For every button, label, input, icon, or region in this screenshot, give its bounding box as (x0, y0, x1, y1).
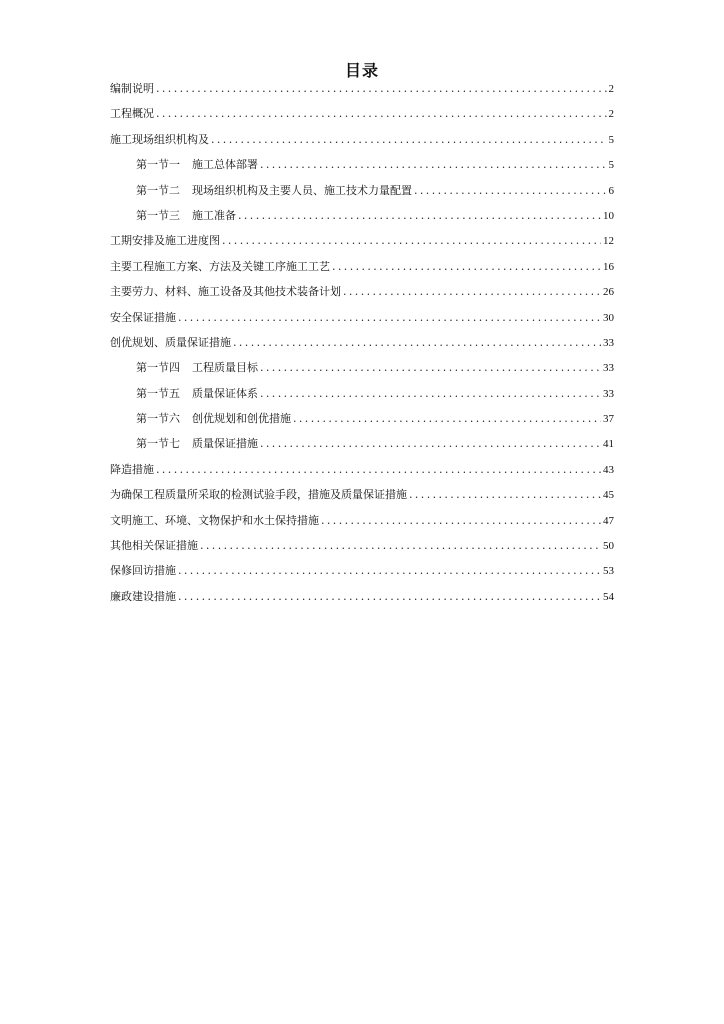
toc-dot-leader (200, 536, 601, 556)
toc-entry-text: 现场组织机构及主要人员、施工技术力量配置 (192, 183, 412, 197)
toc-entry[interactable] (110, 79, 614, 104)
toc-entry-text: 保修回访措施 (110, 564, 176, 578)
toc-page-number: 47 (603, 514, 614, 527)
toc-entry-label (136, 181, 412, 201)
toc-entry[interactable] (110, 130, 614, 155)
toc-entry-label (136, 409, 291, 429)
toc-subentry[interactable] (110, 409, 614, 434)
toc-entry-text: 其他相关保证措施 (110, 539, 198, 553)
toc-entry[interactable] (110, 485, 614, 510)
toc-section-number: 第一节五 (136, 386, 180, 400)
toc-entry-text: 施工总体部署 (192, 158, 258, 172)
toc-dot-leader (293, 409, 601, 429)
toc-entry-text: 质量保证体系 (192, 386, 258, 400)
toc-entry-text: 施工准备 (192, 208, 236, 222)
toc-entry-text: 文明施工、环境、文物保护和水土保持措施 (110, 513, 319, 527)
toc-entry-text: 质量保证措施 (192, 437, 258, 451)
toc-entry-label (110, 104, 154, 124)
toc-entry-label (110, 536, 198, 556)
toc-page-number: 6 (608, 184, 614, 197)
toc-dot-leader (414, 181, 607, 201)
toc-section-number: 第一节四 (136, 361, 180, 375)
toc-entry-label (136, 358, 258, 378)
toc-entry-label (110, 333, 231, 353)
toc-entry-label (136, 155, 258, 175)
toc-entry-text: 工程质量目标 (192, 361, 258, 375)
toc-section-number: 第一节六 (136, 412, 180, 426)
toc-dot-leader (409, 485, 601, 505)
toc-entry-label (110, 561, 176, 581)
toc-dot-leader (332, 257, 601, 277)
toc-entry[interactable] (110, 460, 614, 485)
toc-page-number: 12 (603, 235, 614, 248)
toc-entry-label (110, 485, 407, 505)
toc-entry-text: 工期安排及施工进度图 (110, 234, 220, 248)
toc-entry[interactable] (110, 511, 614, 536)
toc-page-number: 41 (603, 438, 614, 451)
toc-entry-label (110, 511, 319, 531)
toc-page-number: 2 (608, 83, 614, 95)
toc-subentry[interactable] (110, 181, 614, 206)
toc-subentry[interactable] (110, 358, 614, 383)
toc-subentry[interactable] (110, 434, 614, 459)
toc-dot-leader (211, 130, 607, 150)
toc-dot-leader (222, 231, 601, 251)
toc-page-number: 37 (603, 413, 614, 426)
toc-entry-text: 降造措施 (110, 462, 154, 476)
toc-page-number: 33 (603, 387, 614, 400)
toc-entry[interactable] (110, 587, 614, 612)
toc-page-number: 26 (603, 286, 614, 299)
toc-page-number: 50 (603, 540, 614, 553)
toc-entry-text: 工程概况 (110, 107, 154, 121)
toc-entry-label (110, 282, 341, 302)
toc-dot-leader (343, 282, 601, 302)
toc-entry-text: 为确保工程质量所采取的检测试验手段，措施及质量保证措施 (110, 488, 407, 502)
toc-entry-text: 施工现场组织机构及 (110, 132, 209, 146)
toc-dot-leader (260, 155, 607, 175)
toc-dot-leader (156, 460, 601, 480)
toc-entry-label (110, 231, 220, 251)
toc-section-number: 第一节一 (136, 158, 180, 172)
toc-dot-leader (260, 358, 601, 378)
toc-title: 目录 (344, 61, 379, 80)
toc-page-number: 33 (603, 336, 614, 349)
toc-dot-leader (178, 308, 601, 328)
toc-entry-label (110, 130, 209, 150)
toc-dot-leader (178, 587, 601, 607)
toc-entry-label (136, 434, 258, 454)
toc-entry-text: 廉政建设措施 (110, 589, 176, 603)
toc-page-number: 53 (603, 565, 614, 578)
toc-page-number: 45 (603, 489, 614, 502)
toc-dot-leader (260, 384, 601, 404)
toc-entry-text: 主要劳力、材料、施工设备及其他技术装备计划 (110, 285, 341, 299)
toc-entry[interactable] (110, 104, 614, 129)
toc-entry-text: 编制说明 (110, 82, 154, 95)
toc-entry[interactable] (110, 333, 614, 358)
toc-section-number: 第一节三 (136, 208, 180, 222)
toc-dot-leader (233, 333, 601, 353)
toc-dot-leader (178, 561, 601, 581)
toc-dot-leader (238, 206, 601, 226)
toc-entry[interactable] (110, 536, 614, 561)
toc-dot-leader (156, 79, 607, 99)
toc-entry-text: 安全保证措施 (110, 310, 176, 324)
toc-entry-label (110, 257, 330, 277)
toc-page-number: 2 (608, 108, 614, 121)
toc-page-number: 33 (603, 362, 614, 375)
toc-entry-text: 创优规划和创优措施 (192, 412, 291, 426)
toc-subentry[interactable] (110, 206, 614, 231)
toc-page-number: 10 (603, 209, 614, 222)
toc-entry[interactable] (110, 561, 614, 586)
toc-page-number: 5 (608, 159, 614, 172)
toc-entry-label (136, 384, 258, 404)
toc-subentry[interactable] (110, 155, 614, 180)
toc-dot-leader (321, 511, 601, 531)
toc-list (110, 79, 614, 612)
toc-dot-leader (260, 434, 601, 454)
toc-section-number: 第一节二 (136, 183, 180, 197)
toc-entry-text: 创优规划、质量保证措施 (110, 335, 231, 349)
toc-entry[interactable] (110, 282, 614, 307)
toc-page-number: 5 (608, 133, 614, 146)
toc-entry[interactable] (110, 231, 614, 256)
toc-entry-label (136, 206, 236, 226)
toc-entry-label (110, 460, 154, 480)
toc-page-number: 43 (603, 463, 614, 476)
toc-entry-label (110, 308, 176, 328)
toc-page-number: 30 (603, 311, 614, 324)
toc-section-number: 第一节七 (136, 437, 180, 451)
toc-entry-text: 主要工程施工方案、方法及关键工序施工工艺 (110, 259, 330, 273)
toc-entry[interactable] (110, 308, 614, 333)
toc-entry[interactable] (110, 257, 614, 282)
toc-subentry[interactable] (110, 384, 614, 409)
toc-page-number: 54 (603, 590, 614, 603)
toc-dot-leader (156, 104, 607, 124)
toc-entry-label (110, 79, 154, 99)
toc-entry-label (110, 587, 176, 607)
toc-page-number: 16 (603, 260, 614, 273)
